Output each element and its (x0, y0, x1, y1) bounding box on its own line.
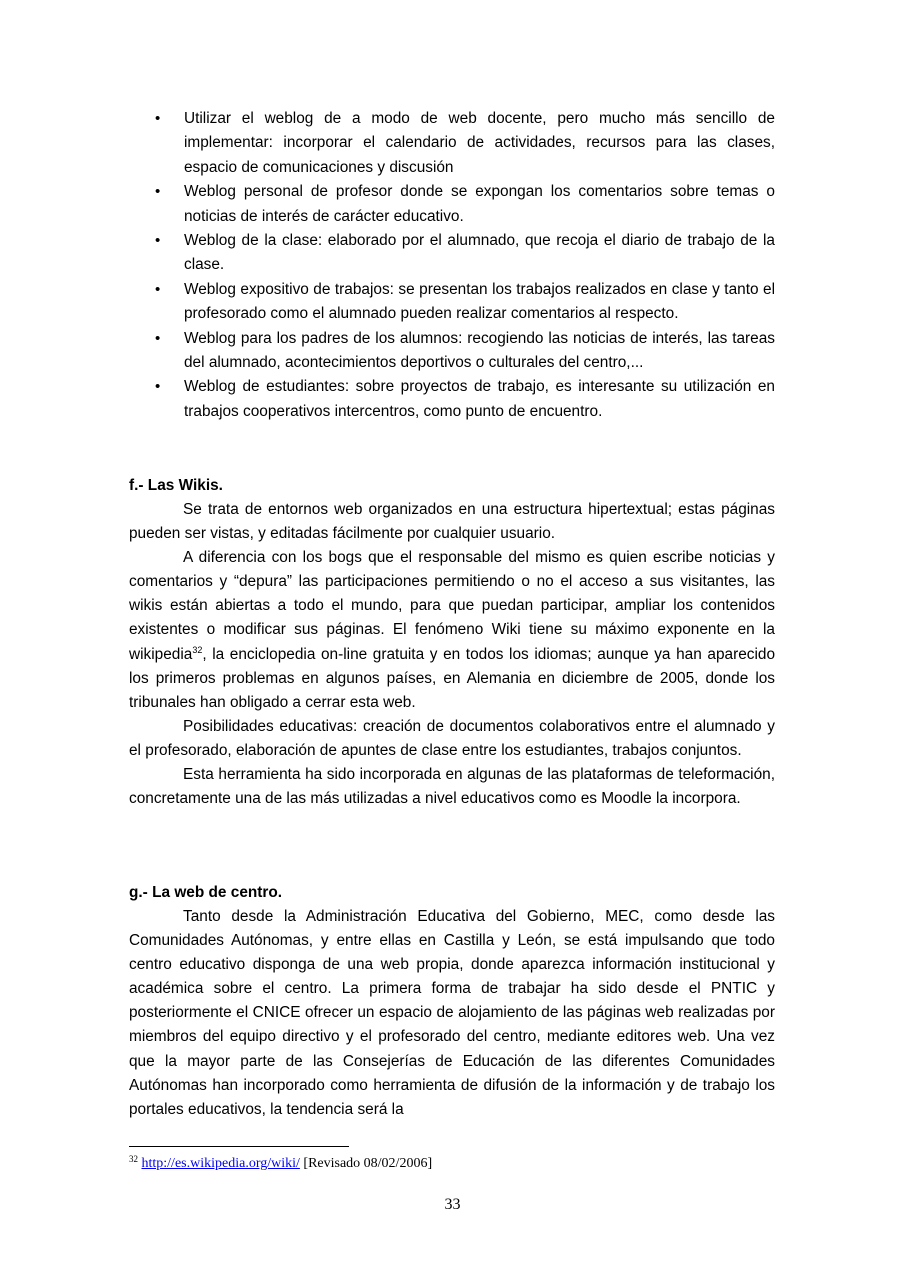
section-wikis (129, 474, 775, 811)
bullet-icon: • (155, 110, 161, 127)
list-item (129, 278, 775, 327)
list-item-text: Weblog personal de profesor donde se expongan los comentarios sobre temas o noticias de interés de carácter educativo. (184, 183, 775, 225)
paragraph: Esta herramienta ha sido incorporada en algunas de las plataformas de teleformación, concretamente una de las más utilizadas a nivel educativos como es Moodle la incorpora. (129, 766, 775, 808)
paragraph: Se trata de entornos web organizados en una estructura hipertextual; estas páginas pueden ser vistas, y editadas fácilmente por cualquier usuario. (129, 501, 775, 543)
footnote-link[interactable]: http://es.wikipedia.org/wiki/ (141, 1156, 300, 1171)
list-item-text: Weblog de estudiantes: sobre proyectos de trabajo, es interesante su utilización en trabajos cooperativos intercentros, como punto de encuentro. (184, 378, 775, 420)
list-item-text: Utilizar el weblog de a modo de web docente, pero mucho más sencillo de implementar: incorporar el calendario de actividades, recursos para las clases, espacio de comunicaciones y discusión (184, 110, 775, 176)
list-item-text: Weblog de la clase: elaborado por el alumnado, que recoja el diario de trabajo de la clase. (184, 232, 775, 274)
bullet-icon: • (155, 280, 161, 298)
bullet-list-section (129, 107, 775, 424)
paragraph-text: , la enciclopedia on-line gratuita y en todos los idiomas; aunque ya han aparecido los primeros problemas en algunos países, en Alemania en diciembre de 2005, donde los tribunales han obligado a cerrar esta web. (129, 645, 775, 711)
list-item (129, 107, 775, 180)
list-item-text: Weblog para los padres de los alumnos: recogiendo las noticias de interés, las tareas del alumnado, acontecimientos deportivos o culturales del centro,... (184, 329, 775, 372)
list-item (129, 375, 775, 424)
paragraph-text: A diferencia con los bogs que el responsable del mismo es quien escribe noticias y comentarios y “depura” las participaciones permitiendo o no el acceso a sus visitantes, las wikis están abiertas a todo el mundo, para que puedan participar, ampliar los contenidos existentes o modificar sus páginas. El fenómeno Wiki tiene su máximo exponente en la wikipedia (129, 549, 775, 663)
section-heading: g.- La web de centro. (129, 884, 283, 901)
footnote-number: 32 (129, 1154, 138, 1164)
bullet-icon: • (155, 183, 161, 201)
footnote-divider (129, 1146, 349, 1147)
list-item (129, 327, 775, 376)
list-item-text: Weblog expositivo de trabajos: se presentan los trabajos realizados en clase y tanto el profesorado como el alumnado pueden realizar comentarios al respecto. (184, 280, 775, 323)
bullet-icon: • (155, 232, 161, 250)
weblog-uses-list (129, 107, 775, 424)
footnote (129, 1155, 432, 1173)
page-number: 33 (444, 1196, 461, 1213)
paragraph: Posibilidades educativas: creación de documentos colaborativos entre el alumnado y el profesorado, elaboración de apuntes de clase entre los estudiantes, trabajos conjuntos. (129, 717, 775, 759)
bullet-icon: • (155, 378, 161, 396)
section-heading: f.- Las Wikis. (129, 477, 223, 494)
paragraph (129, 546, 775, 715)
bullet-icon: • (155, 329, 161, 347)
paragraph: Tanto desde la Administración Educativa del Gobierno, MEC, como desde las Comunidades Autónomas, y entre ellas en Castilla y León, se está impulsando que todo centro educativo disponga de una web propia, donde aparezca información institucional y académica sobre el centro. La primera forma de trabajar ha sido desde el PNTIC y posteriormente el CNICE ofrecer un espacio de alojamiento de las páginas web realizadas por miembros del equipo directivo y el profesorado del centro, mediante editores web. Una vez que la mayor parte de las Consejerías de Educación de las diferentes Comunidades Autónomas han incorporado como herramienta de difusión de la información y de trabajo los portales educativos, la tendencia será la (129, 908, 775, 1118)
section-web-de-centro (129, 881, 775, 1122)
list-item (129, 229, 775, 278)
list-item (129, 180, 775, 229)
footnote-note: [Revisado 08/02/2006] (299, 1156, 433, 1171)
footnote-reference[interactable]: 32 (192, 644, 203, 655)
